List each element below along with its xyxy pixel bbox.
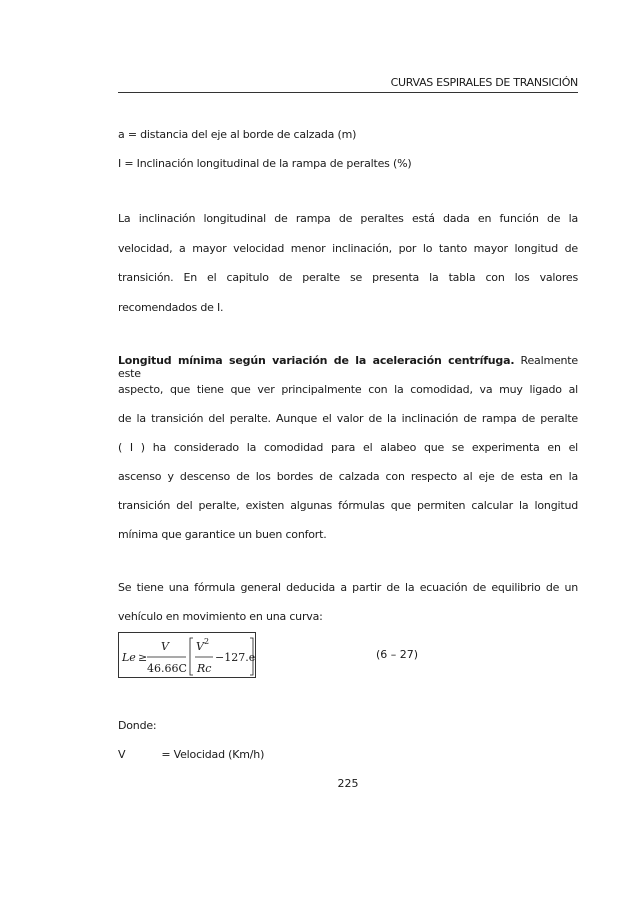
running-header: CURVAS ESPIRALES DE TRANSICIÓN [390, 76, 578, 89]
paragraph1-line: La inclinación longitudinal de rampa de peraltes está dada en función de la [118, 212, 578, 225]
paragraph3-line: Se tiene una fórmula general deducida a partir de la ecuación de equilibrio de un [118, 581, 578, 594]
formula-inner-numerator: V [196, 640, 204, 653]
variable-definition [118, 748, 578, 761]
formula-minus-term: −127.e [215, 651, 256, 664]
variable-symbol: V [118, 748, 126, 761]
formula-box [118, 632, 256, 678]
paragraph2-line: ( I ) ha considerado la comodidad para el alabeo que se experimenta en el [118, 441, 578, 454]
formula-inner-denominator: Rc [197, 662, 212, 675]
formula-svg [119, 633, 257, 679]
section-heading: Longitud mínima según variación de la aceleración centrífuga. [118, 354, 515, 367]
paragraph3-line: vehículo en movimiento en una curva: [118, 610, 323, 623]
paragraph2-first-line [118, 354, 578, 380]
definition-i: I = Inclinación longitudinal de la rampa de peraltes (%) [118, 157, 412, 170]
paragraph2-line: mínima que garantice un buen confort. [118, 528, 327, 541]
page-number: 225 [337, 777, 359, 790]
definition-a: a = distancia del eje al borde de calzada (m) [118, 128, 357, 141]
formula-exponent: 2 [204, 637, 210, 646]
variable-description: = Velocidad (Km/h) [161, 748, 265, 761]
paragraph1-line: recomendados de I. [118, 301, 224, 314]
paragraph2-line: aspecto, que tiene que ver principalmente con la comodidad, va muy ligado al [118, 383, 578, 396]
where-label: Donde: [118, 719, 157, 732]
formula-numerator: V [161, 640, 169, 653]
header-rule [118, 92, 578, 93]
paragraph2-first-line-rest: Realmente este [118, 354, 578, 380]
paragraph2-line: ascenso y descenso de los bordes de calzada con respecto al eje de esta en la [118, 470, 578, 483]
formula-lhs: Le [122, 651, 136, 664]
formula-geq: ≥ [138, 651, 148, 664]
equation-number: (6 – 27) [376, 648, 419, 661]
paragraph1-line: velocidad, a mayor velocidad menor inclinación, por lo tanto mayor longitud de [118, 242, 578, 255]
left-bracket [190, 638, 193, 675]
formula-denominator: 46.66C [147, 662, 187, 675]
paragraph2-line: transición del peralte, existen algunas fórmulas que permiten calcular la longitud [118, 499, 578, 512]
paragraph1-line: transición. En el capitulo de peralte se presenta la tabla con los valores [118, 271, 578, 284]
paragraph2-line: de la transición del peralte. Aunque el valor de la inclinación de rampa de peralte [118, 412, 578, 425]
